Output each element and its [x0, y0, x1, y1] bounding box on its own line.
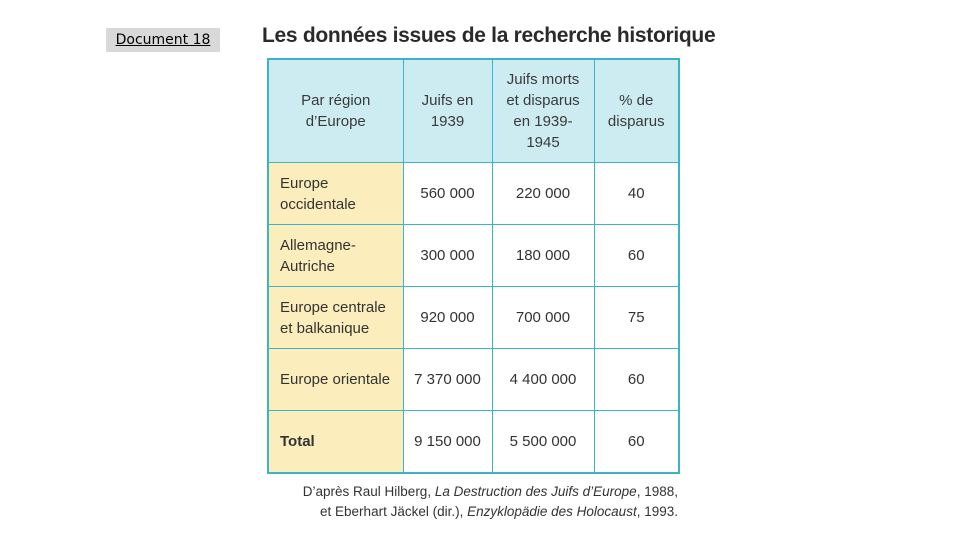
- cell-jews-1939: 560 000: [403, 163, 492, 225]
- page-title: Les données issues de la recherche historique: [262, 24, 716, 47]
- source-author-2: et Eberhart Jäckel (dir.),: [320, 504, 468, 519]
- source-author-1: D’après Raul Hilberg,: [302, 484, 435, 499]
- cell-jews-1939: 920 000: [403, 287, 492, 349]
- table-header-row: [268, 59, 679, 163]
- cell-percent: 75: [594, 287, 679, 349]
- table-row: [268, 225, 679, 287]
- cell-percent: 60: [594, 225, 679, 287]
- source-year-1: , 1988,: [636, 484, 678, 499]
- cell-dead-missing: 220 000: [492, 163, 594, 225]
- source-line-2: [270, 502, 678, 522]
- source-work-1: La Destruction des Juifs d’Europe: [434, 484, 637, 499]
- cell-region: Europe centrale et balkanique: [268, 287, 403, 349]
- cell-dead-missing: 4 400 000: [492, 349, 594, 411]
- cell-region: Europe orientale: [268, 349, 403, 411]
- cell-total-label: Total: [268, 411, 403, 473]
- table-total-row: [268, 411, 679, 473]
- data-table: [267, 58, 680, 474]
- source-year-2: , 1993.: [636, 504, 678, 519]
- cell-total-dead-missing: 5 500 000: [492, 411, 594, 473]
- cell-percent: 60: [594, 349, 679, 411]
- cell-region: Allemagne-Autriche: [268, 225, 403, 287]
- cell-total-percent: 60: [594, 411, 679, 473]
- cell-jews-1939: 300 000: [403, 225, 492, 287]
- document-label-text: Document 18: [115, 32, 211, 48]
- cell-percent: 40: [594, 163, 679, 225]
- header-percent: % de disparus: [594, 59, 679, 163]
- table-row: [268, 163, 679, 225]
- cell-dead-missing: 180 000: [492, 225, 594, 287]
- source-citation: [270, 482, 678, 522]
- document-label: [106, 28, 220, 52]
- cell-dead-missing: 700 000: [492, 287, 594, 349]
- header-jews-1939: Juifs en 1939: [403, 59, 492, 163]
- header-dead-missing: Juifs morts et disparus en 1939-1945: [492, 59, 594, 163]
- header-region: Par région d’Europe: [268, 59, 403, 163]
- cell-jews-1939: 7 370 000: [403, 349, 492, 411]
- cell-total-jews-1939: 9 150 000: [403, 411, 492, 473]
- source-work-2: Enzyklopädie des Holocaust: [467, 504, 637, 519]
- table-row: [268, 349, 679, 411]
- source-line-1: [270, 482, 678, 502]
- cell-region: Europe occidentale: [268, 163, 403, 225]
- table-row: [268, 287, 679, 349]
